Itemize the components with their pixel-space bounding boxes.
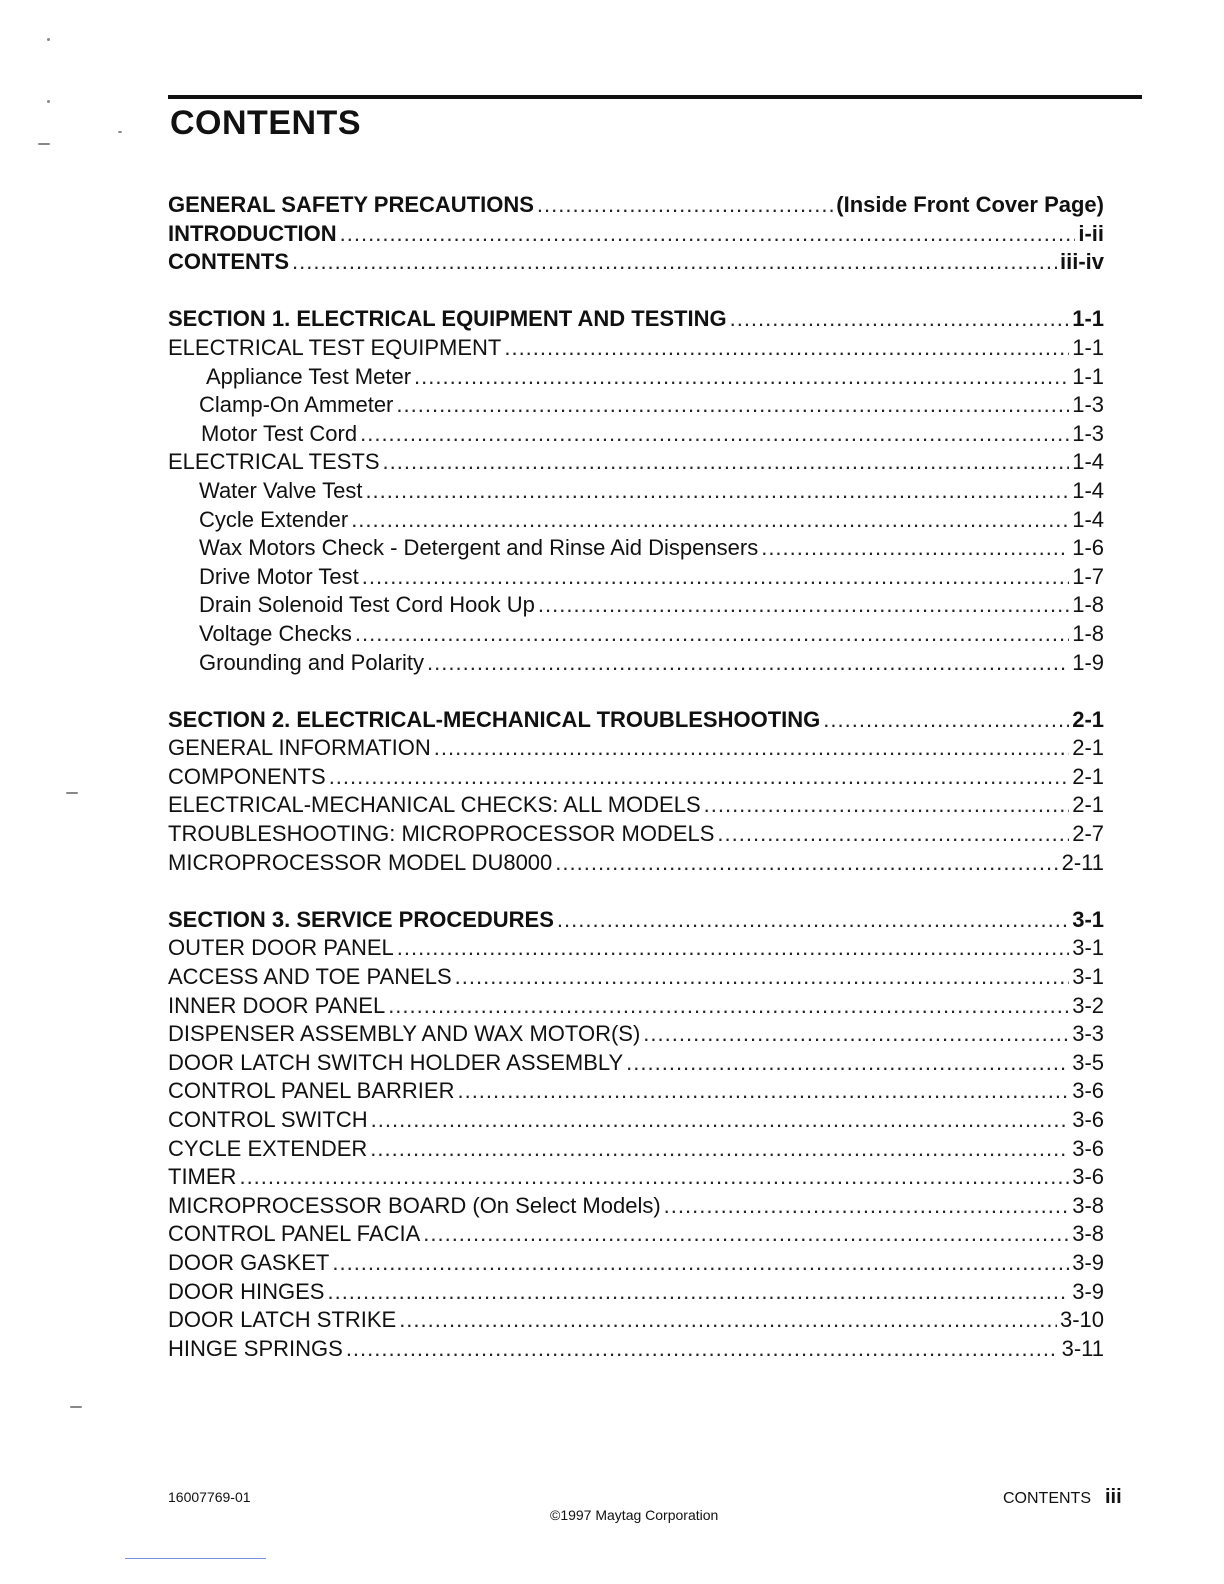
section-heading-label: SECTION 3. SERVICE PROCEDURES xyxy=(168,906,554,932)
toc-label: INTRODUCTION xyxy=(168,220,337,246)
leader-dots xyxy=(626,1050,1069,1076)
toc-label: Appliance Test Meter xyxy=(206,363,412,389)
toc-row-contents[interactable] xyxy=(168,249,1104,278)
leader-dots xyxy=(365,478,1069,504)
leader-dots xyxy=(457,1078,1069,1104)
toc-label: Drain Solenoid Test Cord Hook Up xyxy=(199,592,535,618)
toc-entry[interactable] xyxy=(168,650,1104,679)
toc-entry[interactable] xyxy=(168,1193,1104,1222)
scan-speck xyxy=(38,143,50,145)
toc-label: ELECTRICAL TESTS xyxy=(168,449,380,475)
toc-entry[interactable] xyxy=(168,821,1104,850)
toc-label: ELECTRICAL-MECHANICAL CHECKS: ALL MODELS xyxy=(168,792,701,818)
leader-dots xyxy=(664,1193,1070,1219)
leader-dots xyxy=(370,1136,1069,1162)
toc-entry[interactable] xyxy=(168,392,1104,421)
leader-dots xyxy=(340,221,1076,247)
leader-dots xyxy=(504,335,1069,361)
scan-speck xyxy=(47,38,50,41)
leader-dots xyxy=(717,821,1069,847)
toc-page: 3-6 xyxy=(1072,1078,1104,1104)
toc-page: 3-8 xyxy=(1072,1221,1104,1247)
toc-label: ELECTRICAL TEST EQUIPMENT xyxy=(168,334,502,360)
leader-dots xyxy=(383,449,1070,475)
toc-page: 2-1 xyxy=(1072,735,1104,761)
toc-page: 1-3 xyxy=(1072,420,1104,446)
toc-entry[interactable] xyxy=(168,364,1104,393)
toc-label: DOOR GASKET xyxy=(168,1249,330,1275)
toc-entry[interactable] xyxy=(168,764,1104,793)
leader-dots xyxy=(360,421,1069,447)
toc-page: 1-1 xyxy=(1072,334,1104,360)
toc-label: MICROPROCESSOR BOARD (On Select Models) xyxy=(168,1192,661,1218)
toc-entry[interactable] xyxy=(168,1021,1104,1050)
toc-page: 3-1 xyxy=(1072,964,1104,990)
toc-label: TROUBLESHOOTING: MICROPROCESSOR MODELS xyxy=(168,821,715,847)
toc-label: MICROPROCESSOR MODEL DU8000 xyxy=(168,849,553,875)
toc-page: 3-6 xyxy=(1072,1164,1104,1190)
toc-label: GENERAL INFORMATION xyxy=(168,735,431,761)
scan-speck xyxy=(118,131,122,133)
toc-label: INNER DOOR PANEL xyxy=(168,992,386,1018)
toc-label: Water Valve Test xyxy=(199,477,363,503)
toc-label: GENERAL SAFETY PRECAUTIONS xyxy=(168,192,534,217)
leader-dots xyxy=(239,1164,1069,1190)
toc-page: 1-7 xyxy=(1072,563,1104,589)
toc-label: CONTROL PANEL BARRIER xyxy=(168,1078,455,1104)
toc-page: 1-4 xyxy=(1072,477,1104,503)
toc-page: 3-2 xyxy=(1072,992,1104,1018)
leader-dots xyxy=(455,964,1070,990)
toc-entry[interactable] xyxy=(168,335,1104,364)
toc-page: 3-3 xyxy=(1072,1021,1104,1047)
leader-dots xyxy=(346,1336,1059,1362)
leader-dots xyxy=(396,392,1069,418)
toc-page: 3-6 xyxy=(1072,1135,1104,1161)
leader-dots xyxy=(761,535,1069,561)
toc-page: 3-5 xyxy=(1072,1049,1104,1075)
toc-label: TIMER xyxy=(168,1164,237,1190)
toc-entry[interactable] xyxy=(168,564,1104,593)
leader-dots xyxy=(730,306,1070,332)
toc-label: Clamp-On Ammeter xyxy=(199,392,394,418)
spacer xyxy=(168,878,1104,907)
leader-dots xyxy=(823,707,1069,733)
spacer xyxy=(168,278,1104,307)
leader-dots xyxy=(704,792,1070,818)
section-heading-label: SECTION 2. ELECTRICAL-MECHANICAL TROUBLESHOOTING xyxy=(168,706,821,732)
toc-label: OUTER DOOR PANEL xyxy=(168,935,394,961)
toc-label: Voltage Checks xyxy=(199,620,352,646)
leader-dots xyxy=(427,650,1069,676)
toc-entry[interactable] xyxy=(168,535,1104,564)
header-rule xyxy=(168,95,1142,99)
toc-entry[interactable] xyxy=(168,1307,1104,1336)
leader-dots xyxy=(332,1250,1069,1276)
toc-label: DOOR HINGES xyxy=(168,1278,325,1304)
toc-page: 1-3 xyxy=(1072,392,1104,418)
leader-dots xyxy=(414,364,1069,390)
toc-label: Cycle Extender xyxy=(199,506,349,532)
toc-page: 2-11 xyxy=(1061,849,1104,875)
leader-dots xyxy=(329,764,1070,790)
section-heading-3[interactable] xyxy=(168,907,1104,936)
toc-label: CONTROL PANEL FACIA xyxy=(168,1221,421,1247)
page-title: CONTENTS xyxy=(170,104,361,142)
toc-label: DISPENSER ASSEMBLY AND WAX MOTOR(S) xyxy=(168,1021,641,1047)
section-heading-page: 1-1 xyxy=(1072,306,1104,332)
section-heading-1[interactable] xyxy=(168,306,1104,335)
toc-page: (Inside Front Cover Page) xyxy=(836,192,1104,217)
toc-label: CONTENTS xyxy=(168,249,289,275)
toc-entry[interactable] xyxy=(168,850,1104,879)
footer-page-number: iii xyxy=(1105,1486,1122,1508)
leader-dots xyxy=(362,564,1069,590)
toc-entry[interactable] xyxy=(168,1279,1104,1308)
scan-artifact-line xyxy=(125,1558,266,1559)
toc-label: HINGE SPRINGS xyxy=(168,1335,343,1361)
leader-dots xyxy=(557,907,1069,933)
leader-dots xyxy=(643,1021,1069,1047)
toc-page: 3-11 xyxy=(1061,1335,1104,1361)
toc-label: CONTROL SWITCH xyxy=(168,1107,368,1132)
toc-label: Motor Test Cord xyxy=(201,420,358,446)
toc-page: 3-10 xyxy=(1059,1307,1104,1333)
toc-page: iii-iv xyxy=(1059,249,1104,275)
toc-entry[interactable] xyxy=(168,993,1104,1022)
toc-entry[interactable] xyxy=(168,1250,1104,1279)
toc-entry[interactable] xyxy=(168,449,1104,478)
toc-entry[interactable] xyxy=(168,792,1104,821)
section-heading-page: 3-1 xyxy=(1072,906,1104,932)
toc-page: 1-4 xyxy=(1072,506,1104,532)
leader-dots xyxy=(555,850,1058,876)
scan-speck xyxy=(47,100,50,103)
toc-page: 3-9 xyxy=(1072,1278,1104,1304)
toc-page: 3-1 xyxy=(1072,935,1104,961)
toc-page: 1-6 xyxy=(1072,535,1104,561)
toc-page: 1-8 xyxy=(1072,592,1104,618)
toc-entry[interactable] xyxy=(168,478,1104,507)
toc-entry[interactable] xyxy=(168,1221,1104,1250)
toc-label: DOOR LATCH SWITCH HOLDER ASSEMBLY xyxy=(168,1049,624,1075)
footer-section-label: CONTENTS xyxy=(1003,1490,1091,1507)
toc-page: 1-1 xyxy=(1072,363,1104,389)
page-footer xyxy=(1003,1486,1122,1509)
spacer xyxy=(168,678,1104,707)
toc-page: 3-6 xyxy=(1072,1107,1104,1132)
toc-page: 2-7 xyxy=(1072,821,1104,847)
copyright-notice: ©1997 Maytag Corporation xyxy=(550,1507,719,1523)
toc-entry[interactable] xyxy=(168,592,1104,621)
leader-dots xyxy=(434,735,1069,761)
toc-entry[interactable] xyxy=(168,421,1104,450)
leader-dots xyxy=(351,507,1069,533)
toc-entry[interactable] xyxy=(168,735,1104,764)
toc-label: Drive Motor Test xyxy=(199,563,359,589)
leader-dots xyxy=(388,993,1069,1019)
section-heading-page: 2-1 xyxy=(1072,706,1104,732)
section-heading-2[interactable] xyxy=(168,707,1104,736)
toc-label: Wax Motors Check - Detergent and Rinse Aid Dispensers xyxy=(199,535,759,561)
scan-speck xyxy=(70,1406,82,1408)
toc-label: CYCLE EXTENDER xyxy=(168,1135,368,1161)
leader-dots xyxy=(397,935,1069,961)
toc-label: DOOR LATCH STRIKE xyxy=(168,1307,397,1333)
leader-dots xyxy=(423,1221,1069,1247)
leader-dots xyxy=(399,1307,1057,1333)
section-heading-label: SECTION 1. ELECTRICAL EQUIPMENT AND TESTING xyxy=(168,306,727,332)
toc-entry[interactable] xyxy=(168,1050,1104,1079)
toc-page: i-ii xyxy=(1078,220,1104,246)
toc-page: 3-9 xyxy=(1072,1249,1104,1275)
leader-dots xyxy=(327,1279,1069,1305)
toc-page: 2-1 xyxy=(1072,763,1104,789)
toc-entry[interactable] xyxy=(168,507,1104,536)
toc-entry[interactable] xyxy=(168,1336,1104,1365)
table-of-contents xyxy=(168,192,1104,1364)
toc-label: ACCESS AND TOE PANELS xyxy=(168,964,452,990)
toc-entry[interactable] xyxy=(168,964,1104,993)
toc-entry[interactable] xyxy=(168,1107,1104,1136)
leader-dots xyxy=(537,192,833,218)
toc-page: 3-8 xyxy=(1072,1192,1104,1218)
toc-entry[interactable] xyxy=(168,621,1104,650)
part-number: 16007769-01 xyxy=(168,1489,251,1505)
toc-page: 1-9 xyxy=(1072,649,1104,675)
toc-label: Grounding and Polarity xyxy=(199,649,425,675)
toc-entry[interactable] xyxy=(168,1136,1104,1165)
leader-dots xyxy=(538,592,1069,618)
toc-entry[interactable] xyxy=(168,1078,1104,1107)
leader-dots xyxy=(371,1107,1070,1133)
scan-speck xyxy=(66,792,78,794)
leader-dots xyxy=(355,621,1069,647)
toc-page: 2-1 xyxy=(1072,792,1104,818)
toc-page: 1-8 xyxy=(1072,620,1104,646)
toc-label: COMPONENTS xyxy=(168,763,326,789)
leader-dots xyxy=(292,249,1057,275)
toc-entry[interactable] xyxy=(168,1164,1104,1193)
toc-row-safety[interactable] xyxy=(168,192,1104,221)
toc-row-introduction[interactable] xyxy=(168,221,1104,250)
toc-entry[interactable] xyxy=(168,935,1104,964)
toc-page: 1-4 xyxy=(1072,449,1104,475)
